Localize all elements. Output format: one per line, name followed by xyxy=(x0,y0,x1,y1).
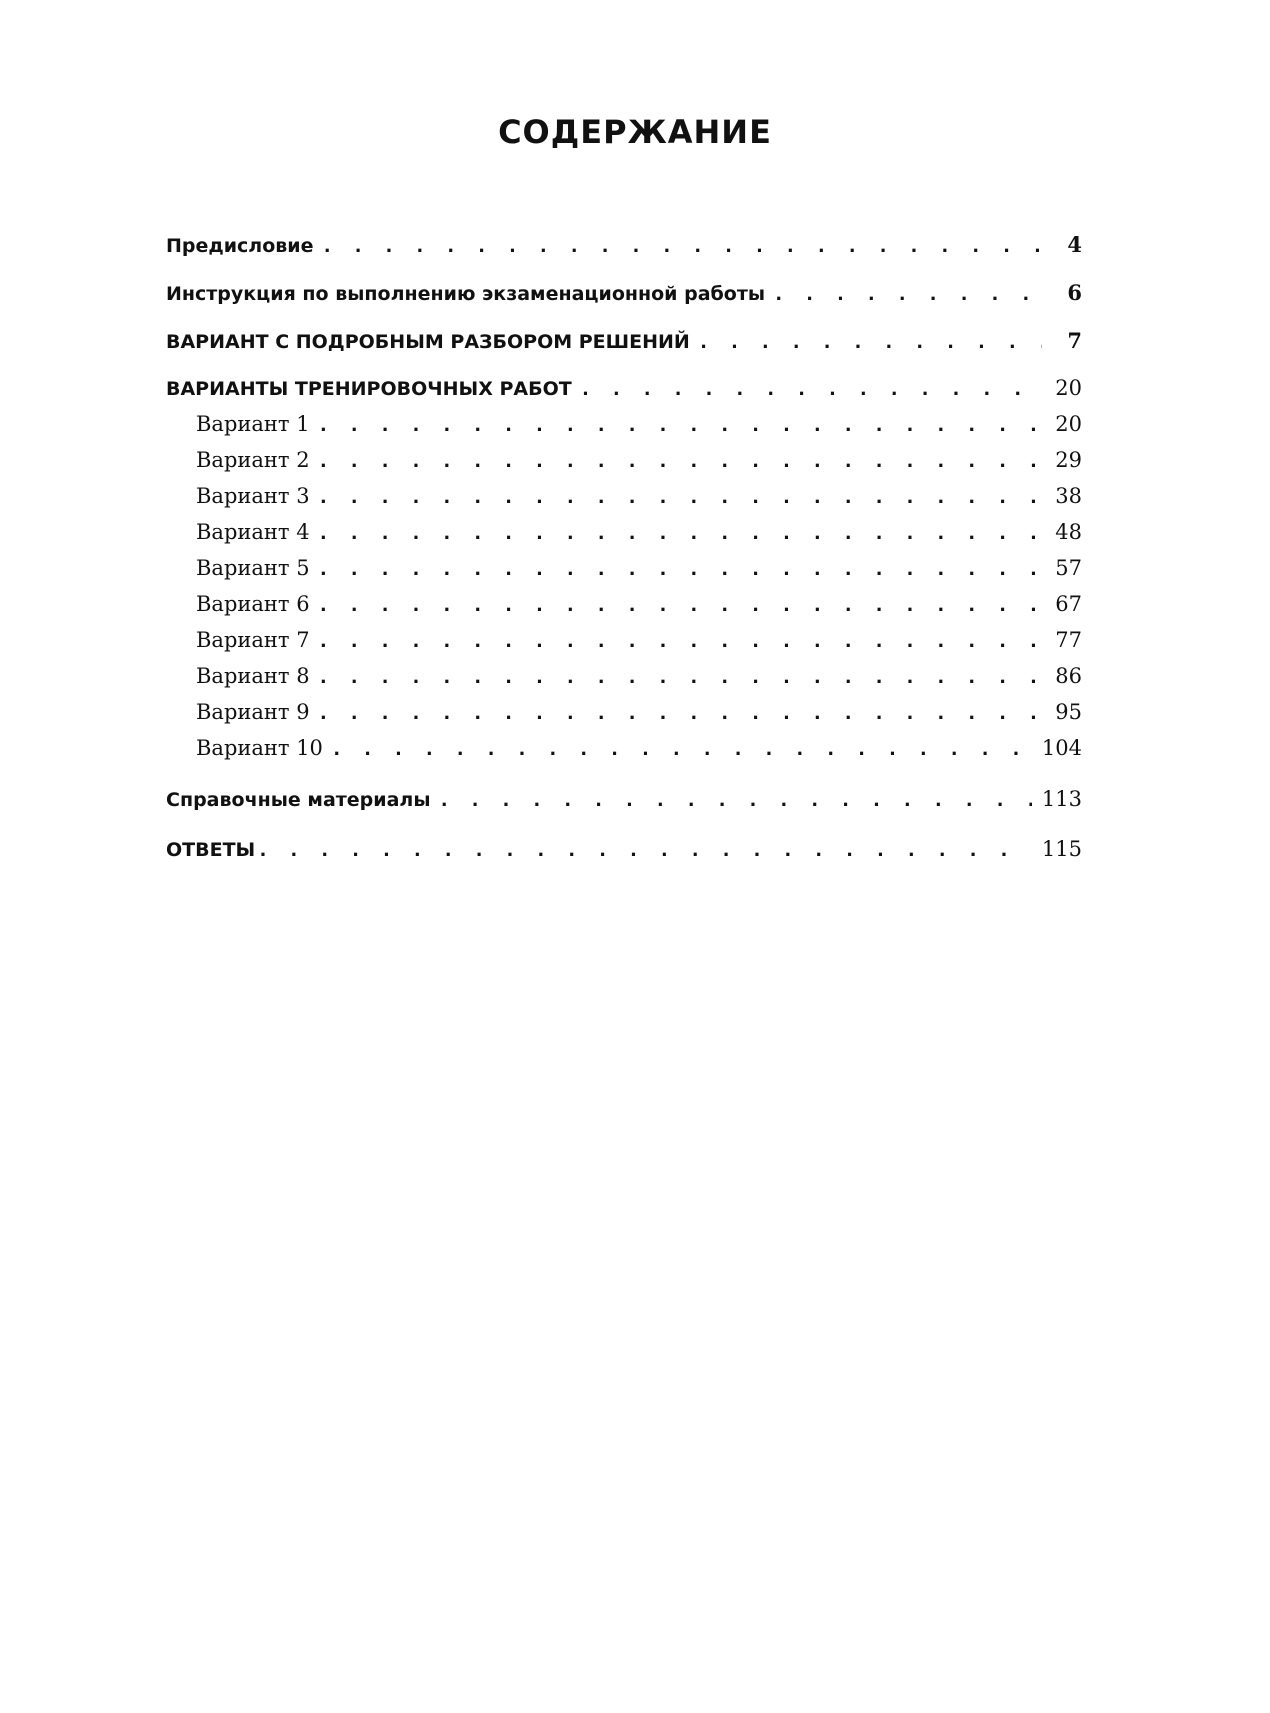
toc-entry-label: Вариант 2 xyxy=(196,448,310,472)
toc-entry-page: 38 xyxy=(1055,484,1082,508)
toc-entry-reference[interactable] xyxy=(166,787,1082,821)
toc-entry-training-variants[interactable] xyxy=(166,376,1082,410)
toc-entry-page: 86 xyxy=(1055,664,1082,688)
toc-entry-variant-9[interactable] xyxy=(166,700,1082,734)
dot-leader xyxy=(318,666,1042,688)
dot-leader xyxy=(257,839,1032,861)
toc-entry-page: 7 xyxy=(1067,328,1082,353)
toc-entry-label: Вариант 3 xyxy=(196,484,310,508)
dot-leader xyxy=(331,738,1032,760)
toc-entry-preface[interactable] xyxy=(166,232,1082,266)
dot-leader xyxy=(318,414,1042,436)
toc-entry-variant-3[interactable] xyxy=(166,484,1082,518)
toc-entry-label: Вариант 8 xyxy=(196,664,310,688)
toc-entry-page: 57 xyxy=(1055,556,1082,580)
toc-entry-variant-8[interactable] xyxy=(166,664,1082,698)
toc-entry-detailed-variant[interactable] xyxy=(166,328,1082,362)
dot-leader xyxy=(318,630,1042,652)
toc-entry-page: 20 xyxy=(1055,376,1082,400)
dot-leader xyxy=(439,789,1032,811)
toc-entry-variant-1[interactable] xyxy=(166,412,1082,446)
toc-entry-label: Справочные материалы xyxy=(166,789,431,811)
toc-entry-page: 95 xyxy=(1055,700,1082,724)
toc-entry-page: 6 xyxy=(1067,280,1082,305)
page-title: СОДЕРЖАНИЕ xyxy=(498,113,772,151)
toc-entry-page: 113 xyxy=(1041,787,1082,811)
toc-entry-label: Вариант 7 xyxy=(196,628,310,652)
dot-leader xyxy=(773,283,1042,305)
toc-entry-label: ОТВЕТЫ xyxy=(166,839,256,861)
dot-leader xyxy=(318,450,1042,472)
toc-entry-page: 29 xyxy=(1055,448,1082,472)
toc-entry-answers[interactable] xyxy=(166,837,1082,871)
dot-leader xyxy=(318,486,1042,508)
dot-leader xyxy=(322,235,1042,257)
toc-entry-page: 20 xyxy=(1055,412,1082,436)
toc-entry-label: Вариант 10 xyxy=(196,736,323,760)
toc-entry-label: Вариант 5 xyxy=(196,556,310,580)
toc-entry-variant-5[interactable] xyxy=(166,556,1082,590)
toc-entry-label: Вариант 6 xyxy=(196,592,310,616)
dot-leader xyxy=(318,594,1042,616)
toc-entry-label: Вариант 9 xyxy=(196,700,310,724)
toc-entry-page: 77 xyxy=(1055,628,1082,652)
toc-entry-label: Инструкция по выполнению экзаменационной работы xyxy=(166,283,766,305)
toc-entry-label: Вариант 4 xyxy=(196,520,310,544)
toc-entry-instructions[interactable] xyxy=(166,280,1082,314)
toc-entry-variant-6[interactable] xyxy=(166,592,1082,626)
dot-leader xyxy=(318,702,1042,724)
dot-leader xyxy=(698,331,1042,353)
dot-leader xyxy=(318,558,1042,580)
toc-entry-label: Предисловие xyxy=(166,235,314,257)
toc-entry-page: 115 xyxy=(1041,837,1082,861)
toc-entry-page: 104 xyxy=(1041,736,1082,760)
dot-leader xyxy=(580,378,1042,400)
toc-entry-variant-2[interactable] xyxy=(166,448,1082,482)
toc-entry-label: ВАРИАНТ С ПОДРОБНЫМ РАЗБОРОМ РЕШЕНИЙ xyxy=(166,331,690,353)
toc-entry-variant-10[interactable] xyxy=(166,736,1082,770)
toc-entry-page: 4 xyxy=(1067,232,1082,257)
toc-entry-page: 67 xyxy=(1055,592,1082,616)
toc-entry-page: 48 xyxy=(1055,520,1082,544)
toc-entry-variant-4[interactable] xyxy=(166,520,1082,554)
toc-entry-variant-7[interactable] xyxy=(166,628,1082,662)
dot-leader xyxy=(318,522,1042,544)
toc-entry-label: ВАРИАНТЫ ТРЕНИРОВОЧНЫХ РАБОТ xyxy=(166,378,572,400)
toc-entry-label: Вариант 1 xyxy=(196,412,310,436)
